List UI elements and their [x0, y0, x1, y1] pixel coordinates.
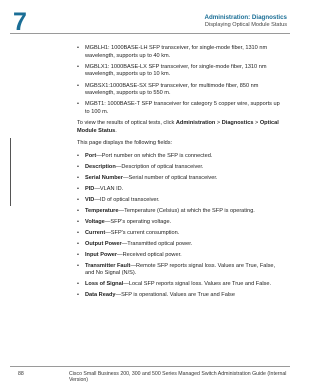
- field-desc: —Port number on which the SFP is connected.: [96, 152, 213, 159]
- list-item: [77, 281, 282, 289]
- transceiver-list: [77, 45, 282, 117]
- list-item: [77, 186, 282, 194]
- field-desc: —ID of optical transceiver.: [94, 196, 160, 203]
- field-desc: —VLAN ID.: [94, 185, 124, 192]
- transceiver-desc: : 1000BASE-LX SFP transceiver, for single-mode fiber, 1310 nm wavelength, supports up to 10 km.: [85, 63, 267, 78]
- field-name: Data Ready: [85, 292, 116, 299]
- transceiver-desc: :1000BASE-SX SFP transceiver, for multimode fiber, 850 nm wavelength, supports up to 550 m.: [85, 82, 259, 97]
- fields-intro: This page displays the following fields:: [77, 140, 173, 147]
- list-item: [77, 252, 282, 260]
- field-desc: —Description of optical transceiver.: [115, 163, 204, 170]
- list-item: [77, 164, 282, 172]
- menu-path-diagnostics: Diagnostics: [221, 120, 254, 127]
- instructions-period: .: [115, 127, 117, 134]
- bullet-icon: •: [77, 218, 79, 225]
- menu-path-optical-module-status: Optical Module Status: [77, 120, 279, 134]
- menu-path-separator: >: [253, 120, 260, 127]
- menu-path-administration: Administration: [175, 120, 216, 127]
- list-item: [77, 263, 282, 278]
- bullet-icon: •: [77, 174, 79, 181]
- transceiver-name: MGBLX1: [85, 63, 108, 70]
- list-item: [77, 241, 282, 249]
- bullet-icon: •: [77, 292, 79, 299]
- page-number: 88: [18, 371, 24, 377]
- list-item: [77, 45, 282, 60]
- transceiver-name: MGBLH1: [85, 45, 109, 51]
- field-name: Input Power: [85, 251, 118, 258]
- chapter-number: 7: [13, 8, 27, 36]
- bullet-icon: •: [77, 163, 79, 170]
- field-desc: —SFP is operational. Values are True and False: [115, 292, 235, 299]
- bullet-icon: •: [77, 196, 79, 203]
- bullet-icon: •: [77, 281, 79, 288]
- running-header: [204, 14, 287, 29]
- menu-path-separator: >: [215, 120, 222, 127]
- field-desc: —Transmitted optical power.: [121, 240, 193, 247]
- field-name: Output Power: [85, 240, 122, 247]
- field-name: VID: [85, 196, 95, 203]
- field-desc: —Temperature (Celsius) at which the SFP is operating.: [118, 207, 255, 214]
- transceiver-desc: : 1000BASE-LH SFP transceiver, for single-mode fiber, 1310 nm wavelength, supports up to 40 km.: [85, 45, 268, 59]
- list-item: [77, 197, 282, 205]
- field-desc: —SFP's current consumption.: [105, 229, 180, 236]
- list-item: [77, 208, 282, 216]
- transceiver-name: MGBT1: [85, 101, 105, 108]
- field-name: Description: [85, 163, 116, 170]
- list-item: [77, 175, 282, 183]
- list-item: [77, 219, 282, 227]
- field-name: Transmitter Fault: [85, 262, 131, 269]
- header-rule: [10, 33, 290, 34]
- field-name: Serial Number: [85, 174, 123, 181]
- section-subtitle: Displaying Optical Module Status: [204, 22, 287, 28]
- field-desc: —Local SFP reports signal loss. Values are True and False.: [123, 281, 272, 288]
- list-item: [77, 292, 282, 300]
- bullet-icon: •: [77, 262, 79, 269]
- list-item: [77, 83, 282, 98]
- list-item: [77, 153, 282, 161]
- bullet-icon: •: [77, 101, 79, 108]
- field-desc: —Received optical power.: [117, 251, 182, 258]
- field-name: PID: [85, 185, 95, 192]
- fields-list: [77, 153, 282, 300]
- bullet-icon: •: [77, 152, 79, 159]
- bullet-icon: •: [77, 185, 79, 192]
- section-title: Administration: Diagnostics: [204, 14, 287, 21]
- footer-guide-title: Cisco Small Business 200, 300 and 500 Series Managed Switch Administration Guide (Internal Version): [69, 371, 287, 383]
- instructions-text: To view the results of optical tests, click: [77, 120, 176, 127]
- bullet-icon: •: [77, 82, 79, 89]
- field-name: Port: [85, 152, 97, 159]
- footer-rule: [10, 366, 290, 367]
- field-name: Voltage: [85, 218, 105, 225]
- instructions-paragraph: [77, 120, 282, 135]
- bullet-icon: •: [77, 207, 79, 214]
- field-desc: —Remote SFP reports signal loss. Values are True, False, and No Signal (N/S).: [85, 262, 276, 277]
- field-name: Current: [85, 229, 106, 236]
- list-item: [77, 64, 282, 79]
- page-body: [77, 45, 282, 303]
- field-name: Loss of Signal: [85, 281, 124, 288]
- change-bar: [10, 138, 11, 206]
- bullet-icon: •: [77, 63, 79, 70]
- field-desc: —SFP's operating voltage.: [104, 218, 172, 225]
- list-item: [77, 230, 282, 238]
- list-item: [77, 101, 282, 116]
- transceiver-name: MGBSX1: [85, 82, 109, 89]
- bullet-icon: •: [77, 240, 79, 247]
- field-name: Temperature: [85, 207, 119, 214]
- transceiver-desc: : 1000BASE-T SFP transceiver for category 5 copper wire, supports up to 100 m.: [85, 101, 280, 115]
- bullet-icon: •: [77, 45, 79, 51]
- field-desc: —Serial number of optical transceiver.: [122, 174, 218, 181]
- bullet-icon: •: [77, 229, 79, 236]
- bullet-icon: •: [77, 251, 79, 258]
